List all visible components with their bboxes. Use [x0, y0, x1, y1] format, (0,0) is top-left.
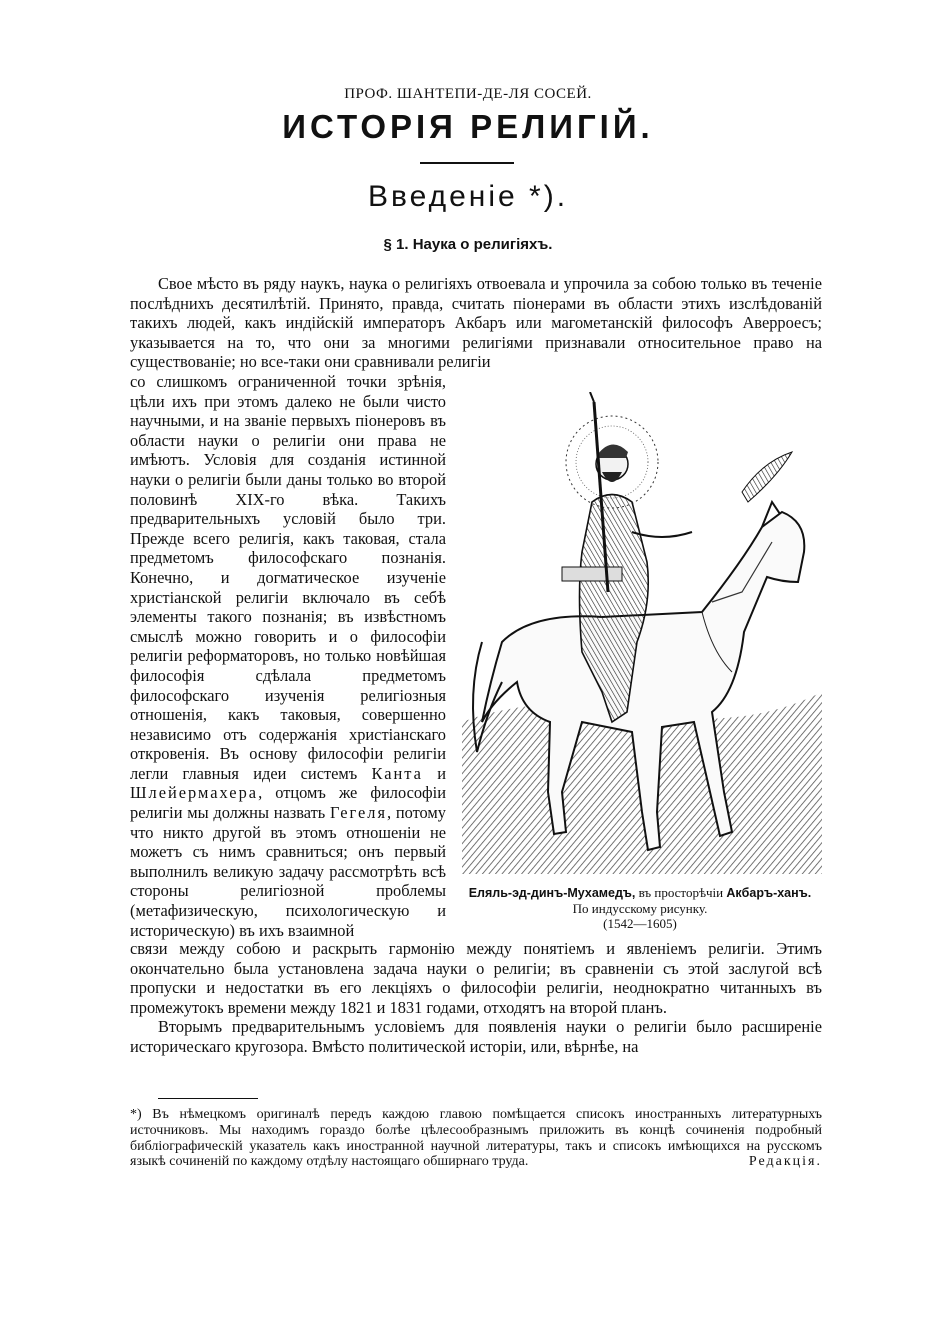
footnote-signature: Редакція.	[748, 1154, 822, 1170]
caption-name: Еляль-эд-динъ-Мухамедъ,	[468, 886, 636, 900]
section-title: Введеніе *).	[367, 180, 569, 213]
footnote-divider	[158, 1098, 258, 1099]
column-text-b: , отцомъ же философіи религіи мы должны назвать	[130, 783, 446, 823]
name-kant: Канта	[371, 763, 423, 783]
second-paragraph: Вторымъ предварительнымъ условіемъ для появленія науки о религіи было расширеніе историческаго кругозора. Вмѣсто политической исторіи, или, вѣрнѣе, на	[130, 1017, 822, 1056]
wrapped-column	[130, 372, 446, 940]
name-hegel: Гегеля	[329, 803, 387, 823]
column-text-c: , потому что никто другой въ этомъ отношеніи не можетъ съ нимъ сравниться; онъ первый выполнилъ великую задачу рассмотрѣть всѣ стороны религіозной проблемы (метафизическую, психологическую и историческую) въ ихъ взаимной	[130, 803, 446, 940]
footnote-text: *) Въ нѣмецкомъ оригиналѣ передъ каждою главою помѣщается списокъ иностранныхъ литературныхъ источниковъ. Мы находимъ гораздо болѣе цѣлесообразнымъ приложить въ концѣ сочиненія подробный библіографическій указатель какъ иностранной научной литературы, такъ и списокъ имѣющихся на русскомъ языкѣ сочиненій по каждому отдѣлу настоящаго обширнаго труда.	[130, 1107, 822, 1170]
continuation-text	[130, 939, 822, 1057]
caption-line-1	[450, 885, 830, 901]
akbar-engraving	[462, 392, 822, 874]
conjunction: и	[422, 763, 446, 783]
caption-dates: (1542—1605)	[603, 916, 677, 931]
author-line: ПРОФ. ШАНТЕПИ-ДЕ-ЛЯ СОСЕЙ.	[344, 86, 592, 102]
figure-caption	[450, 885, 830, 931]
name-schleiermacher: Шлейермахера	[130, 783, 259, 803]
title-divider	[420, 162, 514, 164]
intro-paragraph	[130, 274, 822, 372]
caption-source: По индусскому рисунку.	[572, 901, 708, 916]
caption-middle: въ просторѣчіи	[635, 885, 727, 900]
paragraph-title: § 1. Наука о религіяхъ.	[383, 236, 553, 253]
caption-alias: Акбаръ-ханъ.	[726, 886, 812, 900]
book-title: ИСТОРІЯ РЕЛИГІЙ.	[282, 108, 654, 145]
intro-text: Свое мѣсто въ ряду наукъ, наука о религіяхъ отвоевала и упрочила за собою только въ теченіе послѣднихъ десятилѣтій. Принято, правда, считать піонерами въ области этихъ изслѣдованій такихъ людей, какъ индійскій императоръ Акбаръ или магометанскій философъ Аверроесъ; указывается на то, что они за многими религіями признавали относительное право на существованіе; но все-таки они сравнивали религіи	[130, 274, 822, 372]
column-text-a: со слишкомъ ограниченной точки зрѣнія, цѣли ихъ при этомъ далеко не были чисто научными, и на званіе первыхъ піонеровъ въ области науки о религіи они права не имѣютъ. Условія для созданія истинной науки о религіи были даны только во второй половинѣ XIX-го вѣка. Такихъ предварительныхъ условій было три. Прежде всего религія, какъ таковая, стала предметомъ философскаго познанія. Конечно, и догматическое изученіе христіанской религіи включало въ себѣ элементы такого познанія; въ извѣстномъ смыслѣ можно говорить и о философіи религіи реформаторовъ, но только новѣйшая философія сдѣлала предметомъ философскаго изученія религіозныя отношенія, какъ таковыя, совершенно независимо отъ содержанія христіанскаго откровенія. Въ основу философіи религіи легли главныя идеи системъ	[130, 372, 446, 783]
after-paragraph: связи между собою и раскрыть гармонію между понятіемъ и явленіемъ религіи. Этимъ окончательно была установлена задача науки о религіи; въ сравненіи съ этой заслугой всѣ пропуски и недостатки въ его лекціяхъ о философіи религіи, неоднократно читанныхъ въ промежутокъ времени между 1821 и 1831 годами, отходятъ на второй планъ.	[130, 939, 822, 1017]
footnote	[130, 1107, 822, 1170]
